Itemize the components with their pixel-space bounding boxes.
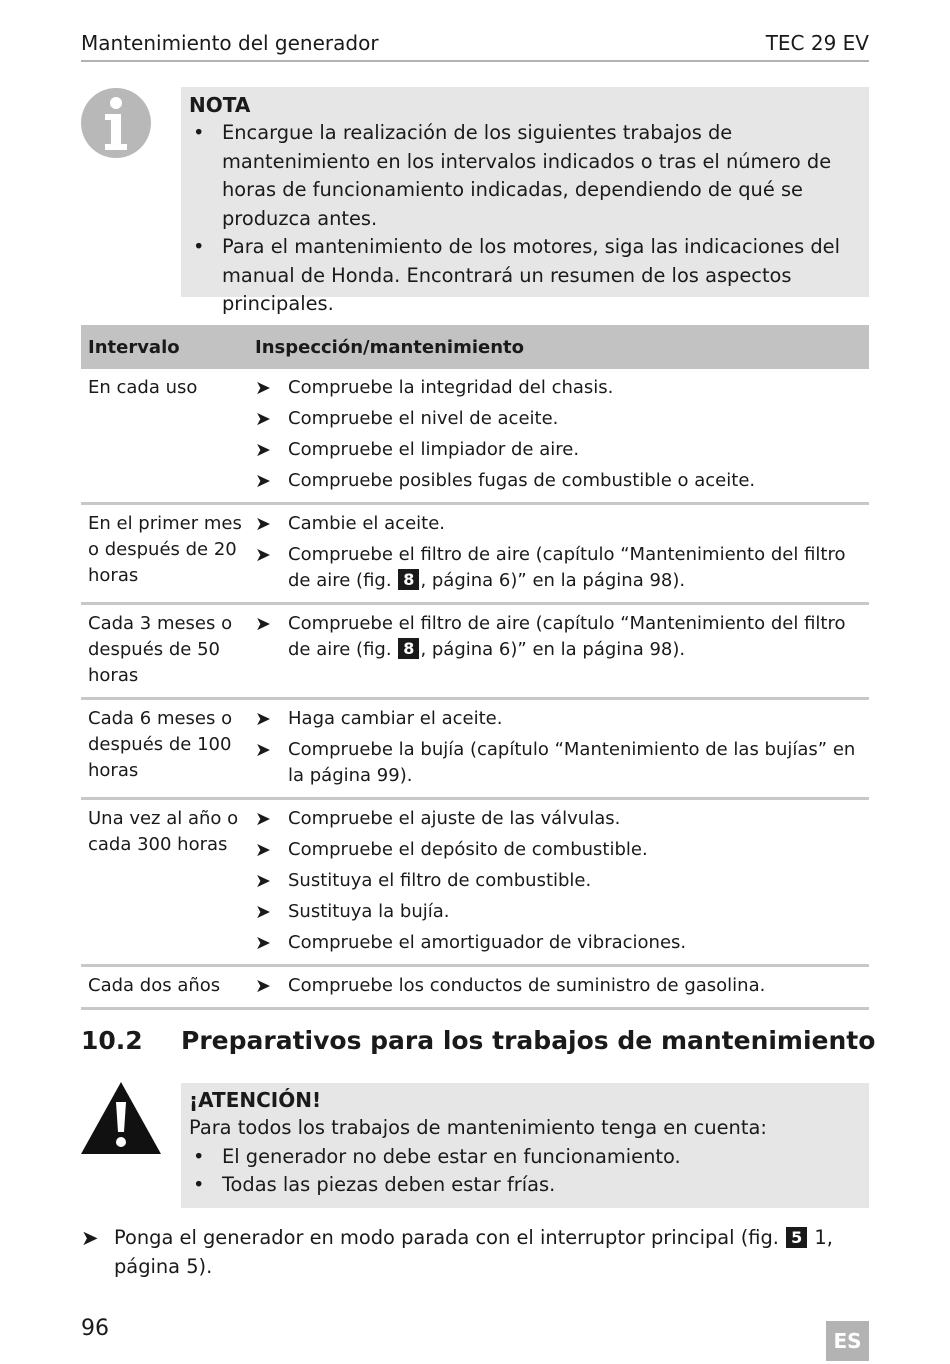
language-badge: ES (826, 1321, 869, 1361)
action-text: Compruebe el ajuste de las válvulas. (288, 808, 621, 829)
table-row (81, 699, 869, 799)
action-item (255, 930, 869, 956)
arrow-icon: ➤ (255, 377, 271, 399)
section-number: 10.2 (81, 1026, 143, 1055)
arrow-icon: ➤ (255, 901, 271, 923)
arrow-icon: ➤ (255, 708, 271, 730)
section-title: Preparativos para los trabajos de mantenimiento (181, 1026, 876, 1055)
header-rule (81, 60, 869, 62)
table-row (81, 799, 869, 966)
warning-title: ¡ATENCIÓN! (189, 1088, 322, 1112)
action-item (255, 806, 869, 832)
action-item (255, 737, 869, 789)
note-bullet: • Encargue la realización de los siguientes trabajos de mantenimiento en los intervalos indicados o tras el número de horas de funcionamiento indicadas, dependiendo de qué se produzca antes. (189, 119, 859, 233)
step-text-after: 1, página 5). (114, 1226, 833, 1278)
figure-badge: 8 (398, 569, 419, 590)
action-item (255, 899, 869, 925)
action-text: Compruebe posibles fugas de combustible o aceite. (288, 470, 756, 491)
step-text-before: Ponga el generador en modo parada con el interruptor principal (fig. (114, 1226, 786, 1249)
actions-cell (248, 966, 869, 1009)
action-item (255, 406, 869, 432)
action-list (255, 511, 869, 594)
arrow-icon: ➤ (255, 739, 271, 761)
interval-cell: En cada uso (81, 369, 248, 504)
action-text: Compruebe el depósito de combustible. (288, 839, 648, 860)
arrow-icon: ➤ (255, 470, 271, 492)
maintenance-table (81, 325, 869, 1010)
arrow-icon: ➤ (81, 1226, 99, 1250)
arrow-icon: ➤ (255, 932, 271, 954)
actions-cell (248, 504, 869, 604)
table-row (81, 604, 869, 699)
arrow-icon: ➤ (255, 544, 271, 566)
action-text: , página 6)” en la página 98). (420, 639, 686, 660)
warning-bullets (189, 1143, 859, 1200)
warning-bullet: • Todas las piezas deben estar frías. (189, 1171, 859, 1200)
action-list (255, 806, 869, 956)
table-row (81, 369, 869, 504)
action-text: Compruebe el amortiguador de vibraciones. (288, 932, 687, 953)
action-text: Compruebe el filtro de aire (capítulo “Mantenimiento del filtro de aire (fig. (288, 544, 846, 591)
table-row (81, 966, 869, 1009)
note-bullet: • Para el mantenimiento de los motores, siga las indicaciones del manual de Honda. Encontrará un resumen de los aspectos principales. (189, 233, 859, 319)
action-item (255, 706, 869, 732)
column-header-interval: Intervalo (81, 325, 248, 369)
actions-cell (248, 799, 869, 966)
action-item (255, 542, 869, 594)
arrow-icon: ➤ (255, 975, 271, 997)
action-item (255, 837, 869, 863)
arrow-icon: ➤ (255, 439, 271, 461)
table-body (81, 369, 869, 1009)
header-section-title: Mantenimiento del generador (81, 31, 379, 55)
header-model-name: TEC 29 EV (765, 31, 869, 55)
arrow-icon: ➤ (255, 870, 271, 892)
arrow-icon: ➤ (255, 808, 271, 830)
action-item (255, 511, 869, 537)
action-text: Compruebe la integridad del chasis. (288, 377, 614, 398)
action-item (255, 973, 869, 999)
action-text: Compruebe la bujía (capítulo “Mantenimiento de las bujías” en la página 99). (288, 739, 856, 786)
action-item (255, 868, 869, 894)
action-text: Sustituya el filtro de combustible. (288, 870, 592, 891)
action-list (255, 706, 869, 789)
action-text: Compruebe los conductos de suministro de gasolina. (288, 975, 766, 996)
page-number: 96 (81, 1316, 109, 1341)
interval-cell: Una vez al año o cada 300 horas (81, 799, 248, 966)
action-list (255, 973, 869, 999)
action-text: Compruebe el limpiador de aire. (288, 439, 580, 460)
figure-badge: 8 (398, 638, 419, 659)
actions-cell (248, 699, 869, 799)
interval-cell: En el primer mes o después de 20 horas (81, 504, 248, 604)
action-text: Sustituya la bujía. (288, 901, 450, 922)
action-list (255, 611, 869, 663)
table-row (81, 504, 869, 604)
warning-bullet: • El generador no debe estar en funcionamiento. (189, 1143, 859, 1172)
table-header-row (81, 325, 869, 369)
action-item (255, 611, 869, 663)
interval-cell: Cada 3 meses o después de 50 horas (81, 604, 248, 699)
arrow-icon: ➤ (255, 513, 271, 535)
figure-badge: 5 (786, 1227, 807, 1248)
action-item (255, 375, 869, 401)
interval-cell: Cada dos años (81, 966, 248, 1009)
arrow-icon: ➤ (255, 408, 271, 430)
arrow-icon: ➤ (255, 613, 271, 635)
action-text: Haga cambiar el aceite. (288, 708, 503, 729)
note-title: NOTA (189, 93, 251, 117)
instruction-step (81, 1224, 841, 1281)
action-text: Cambie el aceite. (288, 513, 446, 534)
action-list (255, 375, 869, 494)
warning-triangle-icon (81, 1082, 161, 1154)
interval-cell: Cada 6 meses o después de 100 horas (81, 699, 248, 799)
note-box (181, 87, 869, 315)
arrow-icon: ➤ (255, 839, 271, 861)
action-text: , página 6)” en la página 98). (420, 570, 686, 591)
actions-cell (248, 604, 869, 699)
action-text: Compruebe el nivel de aceite. (288, 408, 559, 429)
note-bullets (189, 119, 859, 319)
info-icon (81, 88, 151, 158)
warning-box (181, 1083, 869, 1208)
action-item (255, 468, 869, 494)
action-text: Compruebe el filtro de aire (capítulo “Mantenimiento del filtro de aire (fig. (288, 613, 846, 660)
warning-intro: Para todos los trabajos de mantenimiento tenga en cuenta: (189, 1116, 767, 1139)
actions-cell (248, 369, 869, 504)
column-header-inspection: Inspección/mantenimiento (248, 325, 869, 369)
action-item (255, 437, 869, 463)
